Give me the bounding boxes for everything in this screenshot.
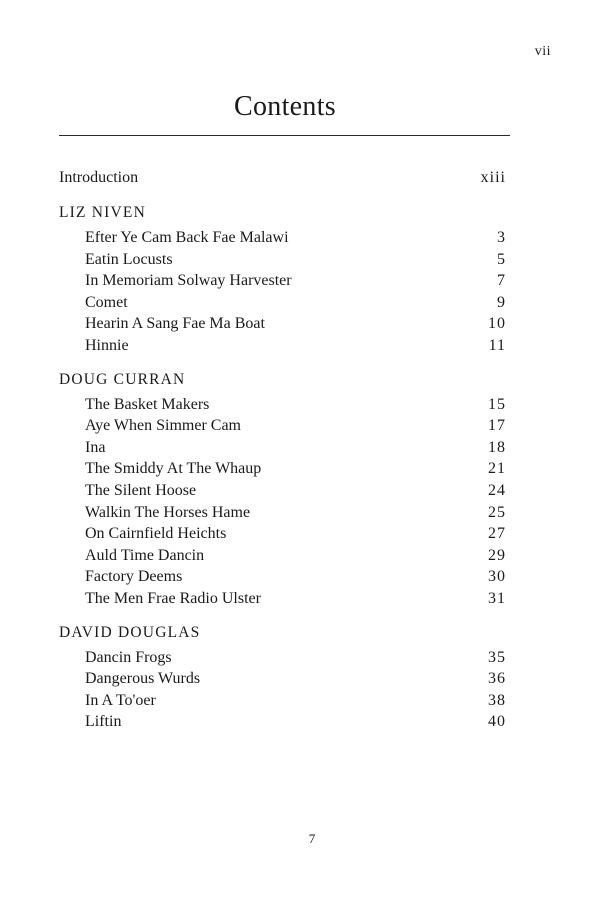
toc-entry-page: 3 — [497, 229, 506, 246]
toc-entry-page: 25 — [488, 503, 506, 521]
toc-entry[interactable] — [59, 458, 506, 480]
toc-entry-title: Ina — [85, 438, 106, 456]
toc-entry[interactable] — [59, 335, 506, 357]
toc-entry-title: Comet — [85, 293, 128, 311]
toc-entry[interactable] — [59, 415, 506, 437]
title-rule — [59, 135, 510, 136]
toc-entry[interactable] — [59, 292, 506, 314]
toc-entry-title: Introduction — [59, 169, 139, 186]
toc-entry[interactable] — [59, 227, 506, 249]
toc-entry-title: Auld Time Dancin — [85, 546, 205, 564]
toc-entry-page: 18 — [488, 438, 506, 456]
toc-entry[interactable] — [59, 480, 506, 502]
toc-entry-title: The Basket Makers — [85, 395, 210, 413]
section-author-heading: DOUG CURRAN — [59, 370, 186, 388]
toc-entry[interactable] — [59, 270, 506, 292]
toc-entry-page: 10 — [488, 315, 506, 333]
toc-entry-title: Dangerous Wurds — [85, 670, 201, 688]
toc-entry[interactable] — [59, 588, 506, 610]
toc-entry[interactable] — [59, 437, 506, 459]
toc-entry[interactable] — [59, 668, 506, 690]
toc-entry-title: Eatin Locusts — [85, 250, 173, 268]
toc-sections — [59, 202, 506, 733]
toc-entry-page: 11 — [488, 336, 506, 354]
toc-entry-title: Efter Ye Cam Back Fae Malawi — [85, 229, 289, 246]
toc-entry-page: 21 — [488, 460, 506, 478]
toc-entry-title: The Smiddy At The Whaup — [85, 460, 262, 478]
toc-entry-title: Hinnie — [85, 336, 129, 354]
toc-entry[interactable] — [59, 647, 506, 669]
toc-entry[interactable] — [59, 394, 506, 416]
toc-entry-page: 38 — [488, 691, 506, 709]
toc-entry-title: The Men Frae Radio Ulster — [85, 589, 261, 607]
toc-entry-page: 30 — [488, 568, 506, 586]
page-number-footer: 7 — [308, 831, 316, 846]
toc-entry-page: 24 — [488, 481, 506, 499]
table-of-contents — [59, 166, 506, 733]
toc-entry-page: 7 — [497, 272, 506, 290]
toc-entry-title: The Silent Hoose — [85, 481, 197, 499]
toc-entry[interactable] — [59, 711, 506, 733]
toc-entry-title: Aye When Simmer Cam — [85, 417, 241, 435]
toc-entry-title: Dancin Frogs — [85, 648, 172, 666]
toc-entry-page: 17 — [488, 417, 506, 435]
toc-entry[interactable] — [59, 249, 506, 271]
toc-entry-page: 31 — [488, 589, 506, 607]
toc-entry[interactable] — [59, 566, 506, 588]
toc-entry-page: 35 — [488, 648, 506, 666]
toc-entry-page: 9 — [497, 293, 506, 311]
section-author-heading: LIZ NIVEN — [59, 204, 146, 221]
toc-introduction[interactable] — [59, 166, 506, 190]
toc-entry[interactable] — [59, 313, 506, 335]
section-author-heading: DAVID DOUGLAS — [59, 623, 201, 641]
toc-entry-page: 15 — [488, 395, 506, 413]
page-title: Contents — [234, 91, 336, 122]
toc-entry-page: 36 — [488, 670, 506, 688]
toc-entry-page: 40 — [488, 713, 506, 731]
page-number-roman: vii — [534, 44, 551, 59]
toc-entry-title: Liftin — [85, 713, 122, 731]
toc-entry-page: xiii — [480, 169, 506, 186]
toc-entry-page: 29 — [488, 546, 506, 564]
toc-entry[interactable] — [59, 523, 506, 545]
toc-entry-title: Hearin A Sang Fae Ma Boat — [85, 315, 265, 333]
toc-entry-title: In A To'oer — [85, 691, 156, 709]
toc-entry-page: 5 — [497, 250, 506, 268]
toc-entry[interactable] — [59, 502, 506, 524]
toc-entry-title: In Memoriam Solway Harvester — [85, 272, 292, 290]
toc-entry-title: On Cairnfield Heichts — [85, 525, 227, 543]
toc-entry-title: Factory Deems — [85, 568, 183, 586]
toc-entry-title: Walkin The Horses Hame — [85, 503, 251, 521]
toc-entry[interactable] — [59, 545, 506, 567]
toc-entry[interactable] — [59, 690, 506, 712]
toc-entry-page: 27 — [488, 525, 506, 543]
